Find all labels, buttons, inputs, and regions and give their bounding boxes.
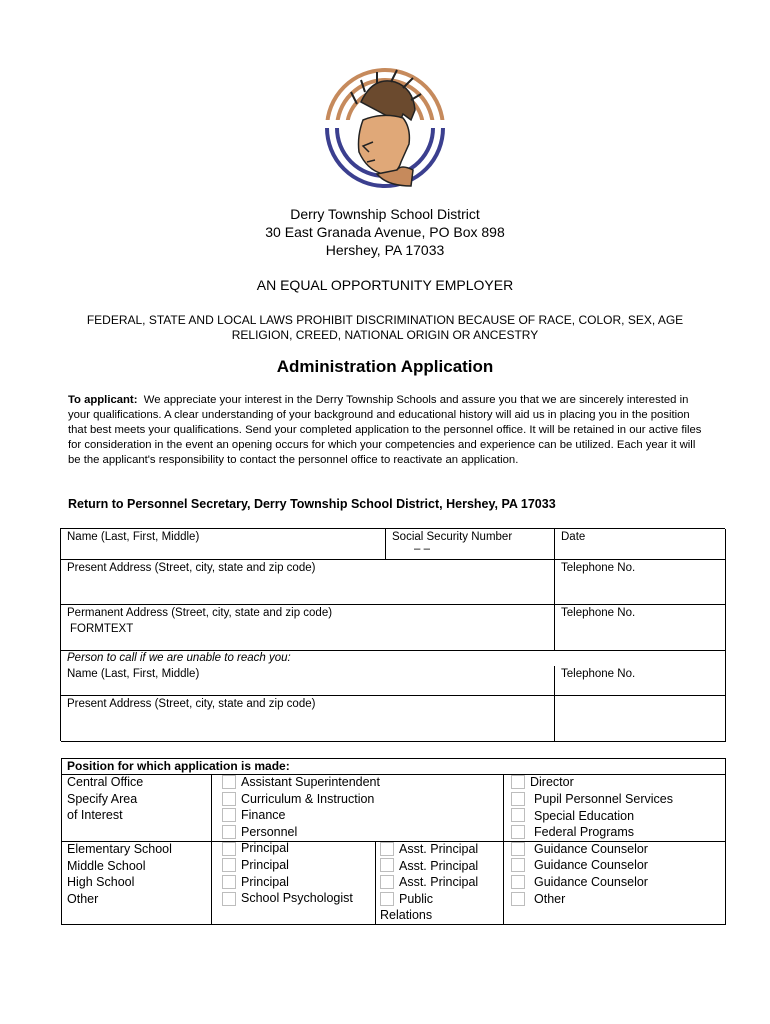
role-asst-principal-high: Asst. Principal bbox=[399, 875, 479, 890]
permanent-address-label: Permanent Address (Street, city, state and zip code) bbox=[67, 607, 333, 619]
checkbox-guidance-high[interactable] bbox=[511, 875, 525, 889]
contact-telephone-label: Telephone No. bbox=[561, 668, 636, 680]
date-label: Date bbox=[561, 531, 586, 543]
contact-name-field[interactable] bbox=[61, 666, 555, 696]
role-principal-high: Principal bbox=[241, 874, 289, 889]
date-field[interactable] bbox=[555, 529, 726, 560]
role-principal-elementary: Principal bbox=[241, 841, 289, 856]
laws-line-2: RELIGION, CREED, NATIONAL ORIGIN OR ANCESTRY bbox=[231, 328, 539, 342]
permanent-telephone-label: Telephone No. bbox=[561, 607, 636, 619]
checkbox-principal-elementary[interactable] bbox=[222, 842, 236, 856]
checkbox-school-psychologist[interactable] bbox=[222, 892, 236, 906]
checkbox-curriculum[interactable] bbox=[222, 792, 236, 806]
contact-telephone-field[interactable] bbox=[555, 666, 726, 696]
name-label: Name (Last, First, Middle) bbox=[67, 531, 200, 543]
checkbox-guidance-elementary[interactable] bbox=[511, 842, 525, 856]
checkbox-asst-principal-elementary[interactable] bbox=[380, 842, 394, 856]
role-pupil-personnel: Pupil Personnel Services bbox=[534, 792, 673, 806]
role-relations: Relations bbox=[380, 908, 433, 922]
role-federal-programs: Federal Programs bbox=[534, 825, 635, 840]
checkbox-finance[interactable] bbox=[222, 808, 236, 822]
present-telephone-field[interactable] bbox=[555, 560, 726, 605]
checkbox-principal-high[interactable] bbox=[222, 875, 236, 889]
role-principal-middle: Principal bbox=[241, 857, 289, 872]
present-telephone-label: Telephone No. bbox=[561, 562, 636, 574]
role-asst-principal-middle: Asst. Principal bbox=[399, 858, 479, 873]
role-school-psychologist: School Psychologist bbox=[241, 891, 353, 906]
present-address-label: Present Address (Street, city, state and zip code) bbox=[67, 562, 316, 574]
contact-extra-field[interactable] bbox=[555, 696, 726, 742]
role-assistant-superintendent: Assistant Superintendent bbox=[241, 775, 380, 789]
laws-line-1: FEDERAL, STATE AND LOCAL LAWS PROHIBIT DISCRIMINATION BECAUSE OF RACE, COLOR, SEX, AGE bbox=[86, 313, 684, 327]
page-title: Administration Application bbox=[276, 357, 494, 376]
checkbox-personnel[interactable] bbox=[222, 825, 236, 839]
ssn-label: Social Security Number bbox=[392, 531, 513, 543]
role-curriculum: Curriculum & Instruction bbox=[241, 791, 375, 806]
district-city: Hershey, PA 17033 bbox=[325, 242, 445, 258]
checkbox-asst-principal-high[interactable] bbox=[380, 875, 394, 889]
permanent-telephone-field[interactable] bbox=[555, 605, 726, 651]
checkbox-principal-middle[interactable] bbox=[222, 858, 236, 872]
position-col-director bbox=[534, 791, 673, 907]
return-instruction: Return to Personnel Secretary, Derry Township School District, Hershey, PA 17033 bbox=[68, 497, 556, 511]
district-street: 30 East Granada Avenue, PO Box 898 bbox=[265, 224, 505, 240]
checkbox-assistant-superintendent[interactable] bbox=[222, 775, 236, 789]
contact-address-field[interactable] bbox=[61, 696, 555, 742]
checkbox-director[interactable] bbox=[511, 775, 525, 789]
intro-label: To applicant: bbox=[68, 394, 138, 406]
checkbox-asst-principal-middle[interactable] bbox=[380, 858, 394, 872]
role-finance: Finance bbox=[241, 808, 286, 823]
name-field[interactable] bbox=[61, 529, 386, 560]
role-guidance-high: Guidance Counselor bbox=[534, 874, 648, 889]
director-label: Director bbox=[530, 775, 574, 789]
permanent-address-field[interactable] bbox=[61, 605, 555, 651]
role-other: Other bbox=[534, 891, 566, 906]
intro-text: We appreciate your interest in the Derry Township Schools and assure you that we are sincerely interested in your qualifications. A clear understanding of your background and educational history will aid us in placing you in the position that best meets your qualifications. Send your completed application to the personnel office. It will be retained in our active files for consideration in the event an opening occurs for which your competencies and experience can be utilized. Each year it will be the applicant's responsibility to contact the personnel office to reactivate an application. bbox=[68, 394, 702, 466]
checkbox-federal-programs[interactable] bbox=[511, 825, 525, 839]
equal-opportunity-statement: AN EQUAL OPPORTUNITY EMPLOYER bbox=[256, 277, 514, 293]
role-personnel: Personnel bbox=[241, 824, 298, 839]
district-logo bbox=[317, 62, 453, 190]
ssn-field[interactable] bbox=[386, 529, 555, 560]
ssn-dashes: – – bbox=[414, 543, 430, 555]
position-col-asst bbox=[399, 841, 478, 907]
contact-address-label: Present Address (Street, city, state and zip code) bbox=[67, 698, 316, 710]
checkbox-guidance-middle[interactable] bbox=[511, 858, 525, 872]
position-specify-area: Specify Area bbox=[67, 791, 138, 806]
intro-paragraph bbox=[68, 393, 708, 468]
position-level-middle: Middle School bbox=[67, 858, 146, 873]
role-special-education: Special Education bbox=[534, 808, 635, 823]
role-guidance-middle: Guidance Counselor bbox=[534, 858, 648, 873]
present-address-field[interactable] bbox=[61, 560, 555, 605]
district-name: Derry Township School District bbox=[290, 206, 480, 222]
position-heading: Position for which application is made: bbox=[67, 759, 290, 773]
checkbox-public-relations[interactable] bbox=[380, 892, 394, 906]
checkbox-other[interactable] bbox=[511, 892, 525, 906]
role-public: Public bbox=[399, 891, 434, 906]
position-col-central bbox=[67, 774, 143, 824]
position-level-elementary: Elementary School bbox=[67, 842, 172, 856]
applicant-info-table bbox=[60, 528, 725, 741]
position-level-central: Central Office bbox=[67, 775, 144, 789]
position-level-high: High School bbox=[67, 875, 135, 890]
position-level-other: Other bbox=[67, 891, 99, 906]
checkbox-special-education[interactable] bbox=[511, 808, 525, 822]
formtext-placeholder: FORMTEXT bbox=[70, 623, 134, 635]
person-to-call-label: Person to call if we are unable to reach you: bbox=[61, 651, 726, 666]
checkbox-pupil-personnel[interactable] bbox=[511, 792, 525, 806]
contact-name-label: Name (Last, First, Middle) bbox=[67, 668, 200, 680]
position-col-levels bbox=[67, 841, 172, 907]
role-guidance-elementary: Guidance Counselor bbox=[534, 841, 648, 856]
position-col-roles bbox=[241, 774, 380, 907]
role-asst-principal-elementary: Asst. Principal bbox=[399, 842, 479, 856]
position-of-interest: of Interest bbox=[67, 808, 123, 823]
